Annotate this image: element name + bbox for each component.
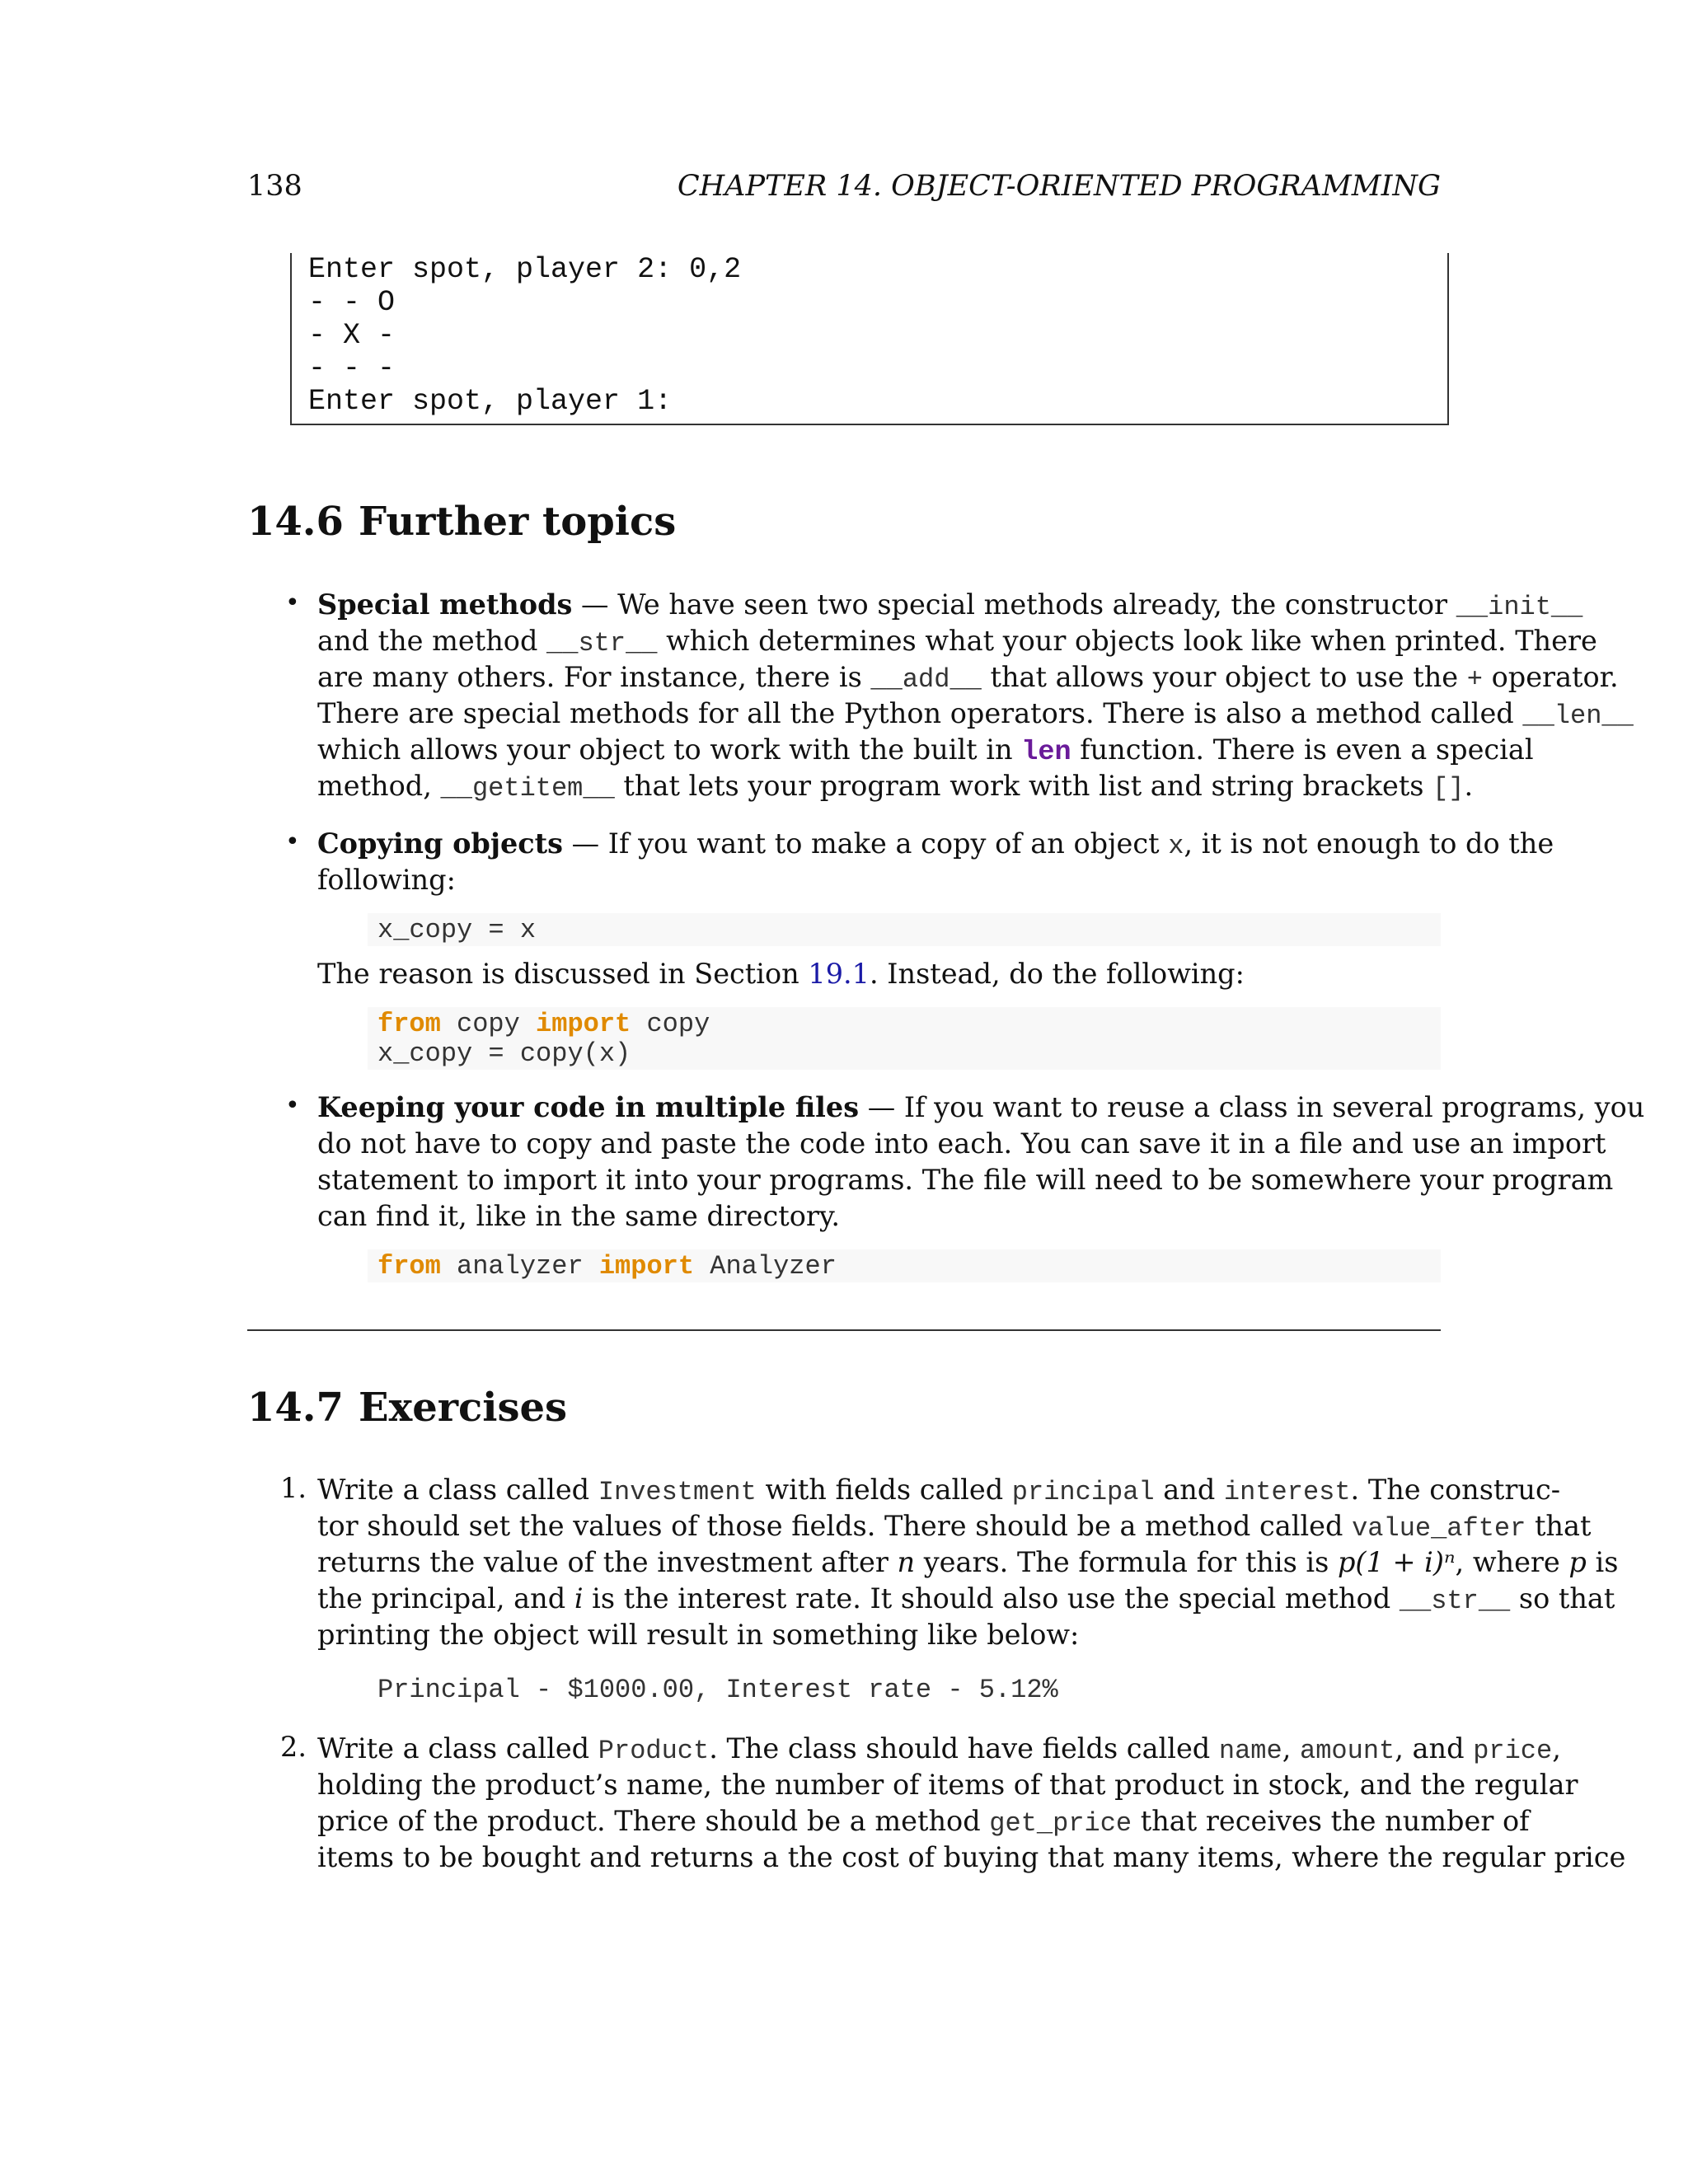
section-title: Further topics [359,499,677,545]
code-field: amount [1300,1736,1395,1766]
code-len-method: __len__ [1522,701,1634,731]
code-line [377,1251,837,1282]
section-heading-exercises [247,1385,567,1431]
term-multiple-files: Keeping your code in multiple files [317,1091,860,1123]
code-block [368,1249,1441,1282]
text-line: statement to import it into your programs. The file will need to be somewhere your program [317,1164,1614,1196]
keyword: from [377,1251,441,1282]
list-marker: 2. [280,1731,307,1763]
text-span: , [1552,1732,1561,1765]
text-span: function. There is even a special [1071,733,1534,766]
code-field: interest [1223,1477,1351,1507]
code-span: analyzer [440,1251,599,1282]
text-line [317,1508,1592,1547]
terminal-line: Enter spot, player 2: 0,2 [308,253,742,286]
text-line: do not have to copy and paste the code into each. You can save it in a file and use an import [317,1127,1606,1160]
text-span: . [1464,770,1474,802]
code-str: __str__ [546,628,658,658]
code-getitem: __getitem__ [440,773,615,804]
text-span: and [1154,1474,1224,1506]
code-class-name: Investment [598,1477,757,1507]
text-span: that lets your program work with list and string brackets [614,770,1433,802]
horizontal-rule [247,1329,1441,1331]
code-field: principal [1011,1477,1155,1507]
code-span: copy [631,1009,710,1039]
text-span: with fields called [756,1474,1012,1506]
code-line [377,1009,710,1039]
list-marker: 1. [280,1472,307,1504]
code-init: __init__ [1456,592,1583,622]
text-line [317,1544,1619,1581]
text-span: is [1586,1546,1619,1578]
text-span: which allows your object to work with the built in [317,733,1022,766]
text-span: method, [317,770,441,802]
text-span: that receives the number of [1132,1805,1530,1837]
text-line [317,1090,1645,1126]
text-span: . The class should have fields called [709,1732,1219,1765]
text-span: tor should set the values of those fields. There should be a method called [317,1510,1353,1542]
code-len-builtin: len [1021,737,1071,768]
code-block [368,913,1441,946]
page-number: 138 [247,170,302,203]
text-span: , where [1455,1546,1569,1578]
text-span: The reason is discussed in Section [317,958,809,990]
keyword: import [536,1009,631,1039]
text-line [317,696,1634,734]
text-span: the principal, and [317,1582,574,1615]
text-span: , [1282,1732,1301,1765]
text-span: , and [1395,1732,1474,1765]
keyword: from [377,1009,441,1039]
code-field: name [1218,1736,1282,1766]
keyword: import [598,1251,695,1282]
sample-output: Principal - $1000.00, Interest rate - 5.12% [377,1675,1058,1705]
code-plus: + [1466,664,1483,695]
code-method: value_after [1352,1513,1526,1544]
math-var: p [1568,1546,1587,1578]
text-span: operator. [1482,661,1619,693]
text-line [317,768,1474,807]
code-method: get_price [989,1808,1132,1839]
text-span: Write a class called [317,1732,598,1765]
terminal-line: Enter spot, player 1: [308,385,673,418]
text-line: printing the object will result in something like below: [317,1619,1080,1651]
bullet-icon: • [285,588,300,617]
section-link[interactable]: 19.1 [808,958,870,990]
text-line [317,1472,1561,1511]
text-line: items to be bought and returns a the cost of buying that many items, where the regular price [317,1841,1626,1873]
text-line [317,1731,1561,1769]
code-class-name: Product [598,1736,710,1766]
text-line [317,659,1619,698]
terminal-line: - X - [308,319,396,352]
text-span: which determines what your objects look like when printed. There [657,625,1597,657]
code-span: copy [440,1009,537,1039]
text-span: that [1526,1510,1592,1542]
text-span: price of the product. There should be a method [317,1805,990,1837]
term-special-methods: Special methods [317,588,573,621]
text-line [317,1803,1530,1842]
terminal-line: - - - [308,352,396,385]
text-span: so that [1510,1582,1615,1615]
text-line: following: [317,864,456,896]
text-span: years. The formula for this is [915,1546,1338,1578]
code-block [368,1007,1441,1070]
section-heading-further-topics [247,499,676,545]
text-span: . The construc- [1350,1474,1561,1506]
text-line [317,826,1554,865]
text-span: — If you want to make a copy of an object [563,827,1169,860]
bullet-icon: • [285,827,300,856]
math-var: i [574,1582,584,1615]
running-head: CHAPTER 14. OBJECT-ORIENTED PROGRAMMING [677,170,1441,203]
text-span: — We have seen two special methods already, the constructor [572,588,1456,621]
section-number: 14.7 [247,1385,344,1431]
code-add: __add__ [870,664,982,695]
text-line [317,732,1534,771]
text-line [317,956,1441,992]
text-line [317,587,1583,626]
text-line: can find it, like in the same directory. [317,1200,841,1232]
terminal-output-box [290,253,1449,425]
code-span: Analyzer [694,1251,837,1282]
term-copying-objects: Copying objects [317,827,563,860]
code-brackets: [] [1432,773,1465,804]
text-span: — If you want to reuse a class in several programs, you [859,1091,1645,1123]
terminal-line: - - O [308,286,396,319]
text-span: that allows your object to use the [981,661,1467,693]
code-field: price [1473,1736,1553,1766]
text-line: holding the product’s name, the number of items of that product in stock, and the regular [317,1769,1578,1801]
math-formula: p(1 + i)ⁿ [1337,1546,1456,1578]
text-line [317,623,1597,662]
text-span: are many others. For instance, there is [317,661,871,693]
code-line: x_copy = copy(x) [377,1038,631,1069]
text-span: returns the value of the investment after [317,1546,898,1578]
text-span: . Instead, do the following: [869,958,1245,990]
code-x: x [1168,831,1184,861]
code-str: __str__ [1399,1586,1511,1616]
section-title: Exercises [359,1385,568,1431]
text-span: and the method [317,625,547,657]
bullet-icon: • [285,1091,300,1120]
section-number: 14.6 [247,499,344,545]
text-line [317,1581,1615,1619]
math-var: n [897,1546,916,1578]
text-span: Write a class called [317,1474,598,1506]
text-span: There are special methods for all the Python operators. There is also a method called [317,697,1523,729]
text-span: is the interest rate. It should also use the special method [583,1582,1400,1615]
text-span: , it is not enough to do the [1184,827,1554,860]
code-line: x_copy = x [377,915,537,945]
